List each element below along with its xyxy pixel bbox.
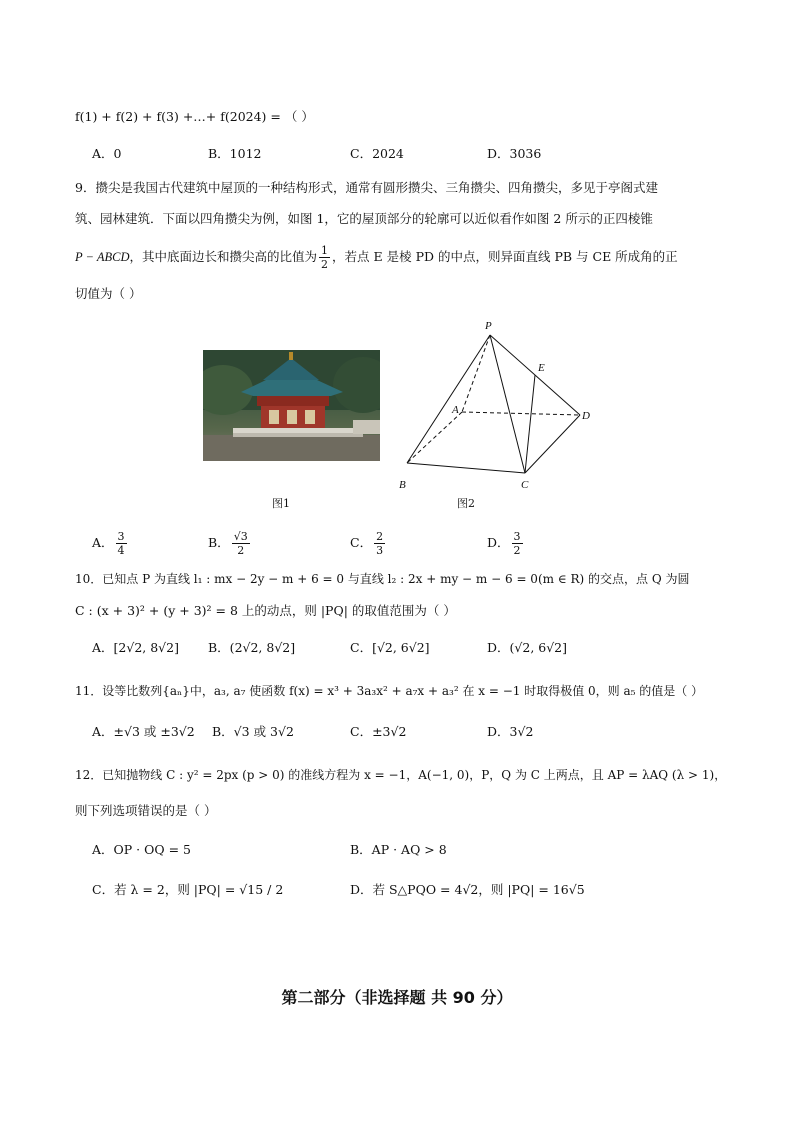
q12-line-2: 则下列选项错误的是（ ） <box>75 803 217 818</box>
edge-pb <box>407 335 490 463</box>
pyramid-diagram <box>395 315 600 495</box>
q11-option-d: D．3√2 <box>487 724 534 739</box>
q9-option-c-den: 3 <box>376 544 384 557</box>
pyramid-name: P − ABCD <box>75 250 130 264</box>
figure-1-caption: 图1 <box>272 497 290 510</box>
q9-option-b-letter: B． <box>208 535 230 550</box>
q8-option-c: C．2024 <box>350 146 404 161</box>
vertex-p-label: P <box>485 320 492 332</box>
q9-option-b-num: √3 <box>233 530 248 543</box>
ratio-fraction <box>319 244 330 271</box>
q9-line-3-c: ，若点 E 是棱 PD 的中点，则异面直线 PB 与 CE 所成角的正 <box>332 249 678 264</box>
q9-option-a-num: 3 <box>117 530 125 543</box>
q12-option-c: C．若 λ = 2，则 |PQ| = √15 / 2 <box>92 882 284 897</box>
q9-option-d-num: 3 <box>513 530 521 543</box>
q10-option-b: B．(2√2, 8√2] <box>208 640 296 655</box>
q10-line-1: 10．已知点 P 为直线 l₁ : mx − 2y − m + 6 = 0 与直线 l₂ : 2x + my − m − 6 = 0(m ∈ R) 的交点，点 Q 为圆 <box>75 572 690 586</box>
segment-ce <box>525 375 535 473</box>
q9-option-c <box>350 530 387 557</box>
figure-2-caption: 图2 <box>457 497 475 510</box>
q10-option-a: A．[2√2, 8√2] <box>92 640 179 655</box>
q9-option-b-den: 2 <box>237 544 245 557</box>
vertex-d-label: D <box>582 410 590 422</box>
q9-option-c-fraction <box>374 530 385 557</box>
ratio-denominator: 2 <box>321 258 329 271</box>
pavilion-photo <box>203 350 380 461</box>
q11-option-a: A．±√3 或 ±3√2 <box>92 724 195 739</box>
q8-option-d: D．3036 <box>487 146 542 161</box>
q9-option-b-fraction <box>232 530 250 557</box>
q9-option-c-num: 2 <box>376 530 384 543</box>
q9-option-d-den: 2 <box>513 544 521 557</box>
q12-option-b: B．AP · AQ > 8 <box>350 842 447 857</box>
vertex-a-label: A <box>452 404 459 416</box>
section-title: 第二部分（非选择题 共 90 分） <box>281 988 513 1007</box>
q11-option-c: C．±3√2 <box>350 724 407 739</box>
edge-bc <box>407 463 525 473</box>
q9-option-d <box>487 530 525 557</box>
edge-ab <box>407 412 462 463</box>
edge-cd <box>525 415 580 473</box>
q9-option-a <box>92 530 129 557</box>
q9-line-1: 9．攒尖是我国古代建筑中屋顶的一种结构形式，通常有圆形攒尖、三角攒尖、四角攒尖，多见于亭阁式建 <box>75 180 658 195</box>
edge-pa <box>462 335 490 412</box>
pavilion-illustration <box>203 350 380 461</box>
q9-line-4: 切值为（ ） <box>75 286 142 301</box>
q8-stem: f(1) + f(2) + f(3) +…+ f(2024) = （ ） <box>75 109 314 124</box>
q9-option-d-fraction <box>512 530 523 557</box>
q9-option-b <box>208 530 252 557</box>
q8-option-b: B．1012 <box>208 146 262 161</box>
point-e-label: E <box>538 362 545 374</box>
q12-line-1: 12．已知抛物线 C : y² = 2px (p > 0) 的准线方程为 x = −1，A(−1, 0)，P，Q 为 C 上两点，且 AP = λAQ (λ > 1)， <box>75 768 727 782</box>
ratio-numerator: 1 <box>321 244 329 257</box>
edge-ad <box>462 412 580 415</box>
edge-pc <box>490 335 525 473</box>
q9-option-c-letter: C． <box>350 535 373 550</box>
q10-line-2: C : (x + 3)² + (y + 3)² = 8 上的动点，则 |PQ| 的取值范围为（ ） <box>75 603 456 618</box>
q9-option-a-den: 4 <box>117 544 125 557</box>
q8-option-a: A．0 <box>92 146 122 161</box>
q9-option-a-fraction <box>116 530 127 557</box>
q9-option-d-letter: D． <box>487 535 510 550</box>
vertex-b-label: B <box>399 479 406 491</box>
q12-option-a: A．OP · OQ = 5 <box>92 842 191 857</box>
q9-line-3-b: ，其中底面边长和攒尖高的比值为 <box>129 249 318 264</box>
q9-option-a-letter: A． <box>92 535 114 550</box>
q9-line-3 <box>75 244 678 271</box>
q11-option-b: B．√3 或 3√2 <box>212 724 294 739</box>
q10-option-c: C．[√2, 6√2] <box>350 640 430 655</box>
vertex-c-label: C <box>521 479 529 491</box>
q9-line-2: 筑、园林建筑．下面以四角攒尖为例，如图 1，它的屋顶部分的轮廓可以近似看作如图 2 所示的正四棱锥 <box>75 211 653 226</box>
q12-option-d: D．若 S△PQO = 4√2，则 |PQ| = 16√5 <box>350 882 585 897</box>
q11-line-1: 11．设等比数列{aₙ}中，a₃, a₇ 使函数 f(x) = x³ + 3a₃x² + a₇x + a₃² 在 x = −1 时取得极值 0，则 a₅ 的值是（ ） <box>75 684 704 698</box>
q10-option-d: D．(√2, 6√2] <box>487 640 568 655</box>
